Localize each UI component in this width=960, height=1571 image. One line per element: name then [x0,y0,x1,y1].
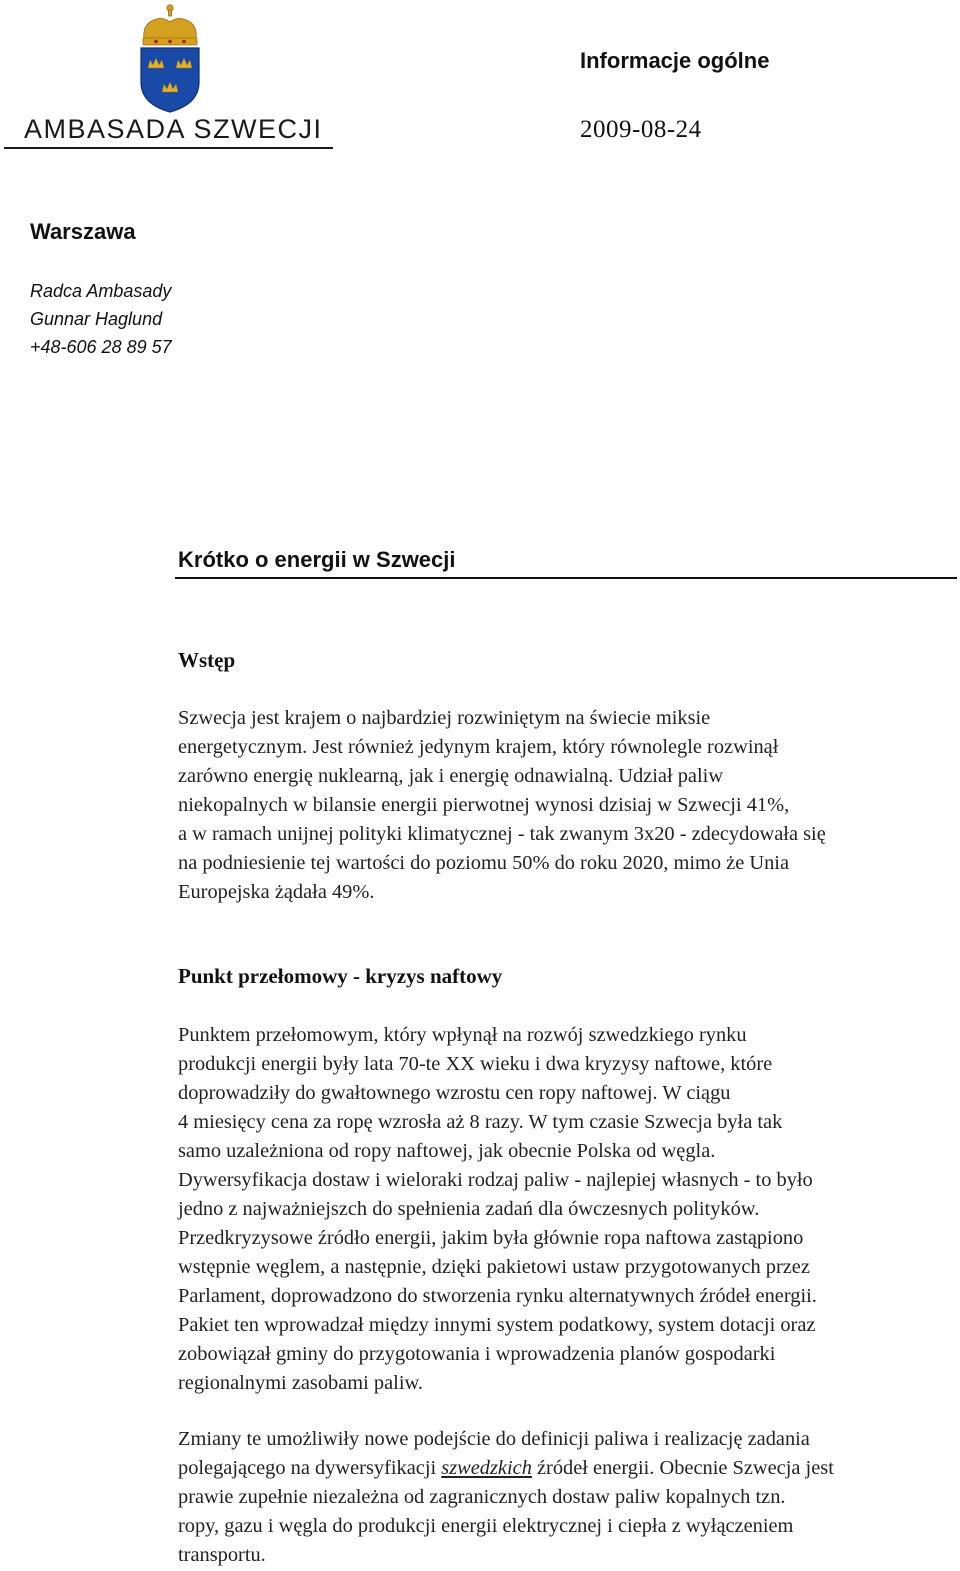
text-line: a w ramach unijnej polityki klimatycznej - tak zwanym 3x20 - zdecydowała się [178,823,826,845]
text-line: ropy, gazu i węgla do produkcji energii elektrycznej i ciepła z wyłączeniem [178,1515,794,1537]
text-line [178,1454,958,1483]
title-underline [175,577,957,579]
text-fragment: polegającego na dywersyfikacji [178,1457,442,1479]
document-date: 2009-08-24 [580,116,702,143]
text-line: na podniesienie tej wartości do poziomu 50% do roku 2020, mimo że Unia [178,852,790,874]
text-line: zarówno energię nuklearną, jak i energię odnawialną. Udział paliw [178,765,724,787]
text-line: wstępnie węglem, a następnie, dzięki pakietowi ustaw przygotowanych przez [178,1256,810,1278]
section-body-changes [178,1425,958,1570]
section-heading-crisis: Punkt przełomowy - kryzys naftowy [178,964,503,988]
page-title: Krótko o energii w Szwecji [178,547,456,572]
text-line: Parlament, doprowadzono do stworzenia rynku alternatywnych źródeł energii. [178,1285,817,1307]
text-line: Europejska żądała 49%. [178,881,375,903]
text-line: energetycznym. Jest również jedynym krajem, który równolegle rozwinął [178,736,779,758]
logo-wordmark: AMBASADA SZWECJI [24,114,323,144]
contact-role: Radca Ambasady [30,281,172,301]
text-line: regionalnymi zasobami paliw. [178,1372,423,1394]
text-line: samo uzależniona od ropy naftowej, jak obecnie Polska od węgla. [178,1140,716,1162]
text-line: Zmiany te umożliwiły nowe podejście do definicji paliwa i realizację zadania [178,1428,810,1450]
text-line: produkcji energii były lata 70-te XX wieku i dwa kryzysy naftowe, które [178,1053,773,1075]
logo-underline [4,147,333,149]
text-line: jedno z najważniejszch do spełnienia zadań dla ówczesnych polityków. [178,1198,760,1220]
document-type: Informacje ogólne [580,48,770,73]
section-heading-intro: Wstęp [178,648,236,672]
text-line: doprowadziły do gwałtownego wzrostu cen ropy naftowej. W ciągu [178,1082,731,1104]
text-line: niekopalnych w bilansie energii pierwotnej wynosi dzisiaj w Szwecji 41%, [178,794,790,816]
section-body-crisis [178,1021,958,1398]
text-line: transportu. [178,1544,266,1566]
section-body-intro [178,704,958,907]
underlined-word: szwedzkich [441,1457,532,1479]
contact-phone: +48-606 28 89 57 [30,337,172,357]
contact-name: Gunnar Haglund [30,309,163,329]
text-line: Pakiet ten wprowadzał między innymi system podatkowy, system dotacji oraz [178,1314,816,1336]
text-fragment: źródeł energii. Obecnie Szwecja jest [531,1457,834,1479]
coat-of-arms-icon [134,2,206,114]
embassy-logo [4,2,336,152]
text-line: Szwecja jest krajem o najbardziej rozwiniętym na świecie miksie [178,707,711,729]
city-heading: Warszawa [30,219,136,244]
contact-block [30,277,172,361]
text-line: 4 miesięcy cena za ropę wzrosła aż 8 razy. W tym czasie Szwecja była tak [178,1111,783,1133]
text-line: prawie zupełnie niezależna od zagranicznych dostaw paliw kopalnych tzn. [178,1486,786,1508]
text-line: Punktem przełomowym, który wpłynął na rozwój szwedzkiego rynku [178,1024,747,1046]
text-line: Przedkryzysowe źródło energii, jakim była głównie ropa naftowa zastąpiono [178,1227,804,1249]
text-line: zobowiązał gminy do przygotowania i wprowadzenia planów gospodarki [178,1343,776,1365]
text-line: Dywersyfikacja dostaw i wieloraki rodzaj paliw - najlepiej własnych - to było [178,1169,813,1191]
